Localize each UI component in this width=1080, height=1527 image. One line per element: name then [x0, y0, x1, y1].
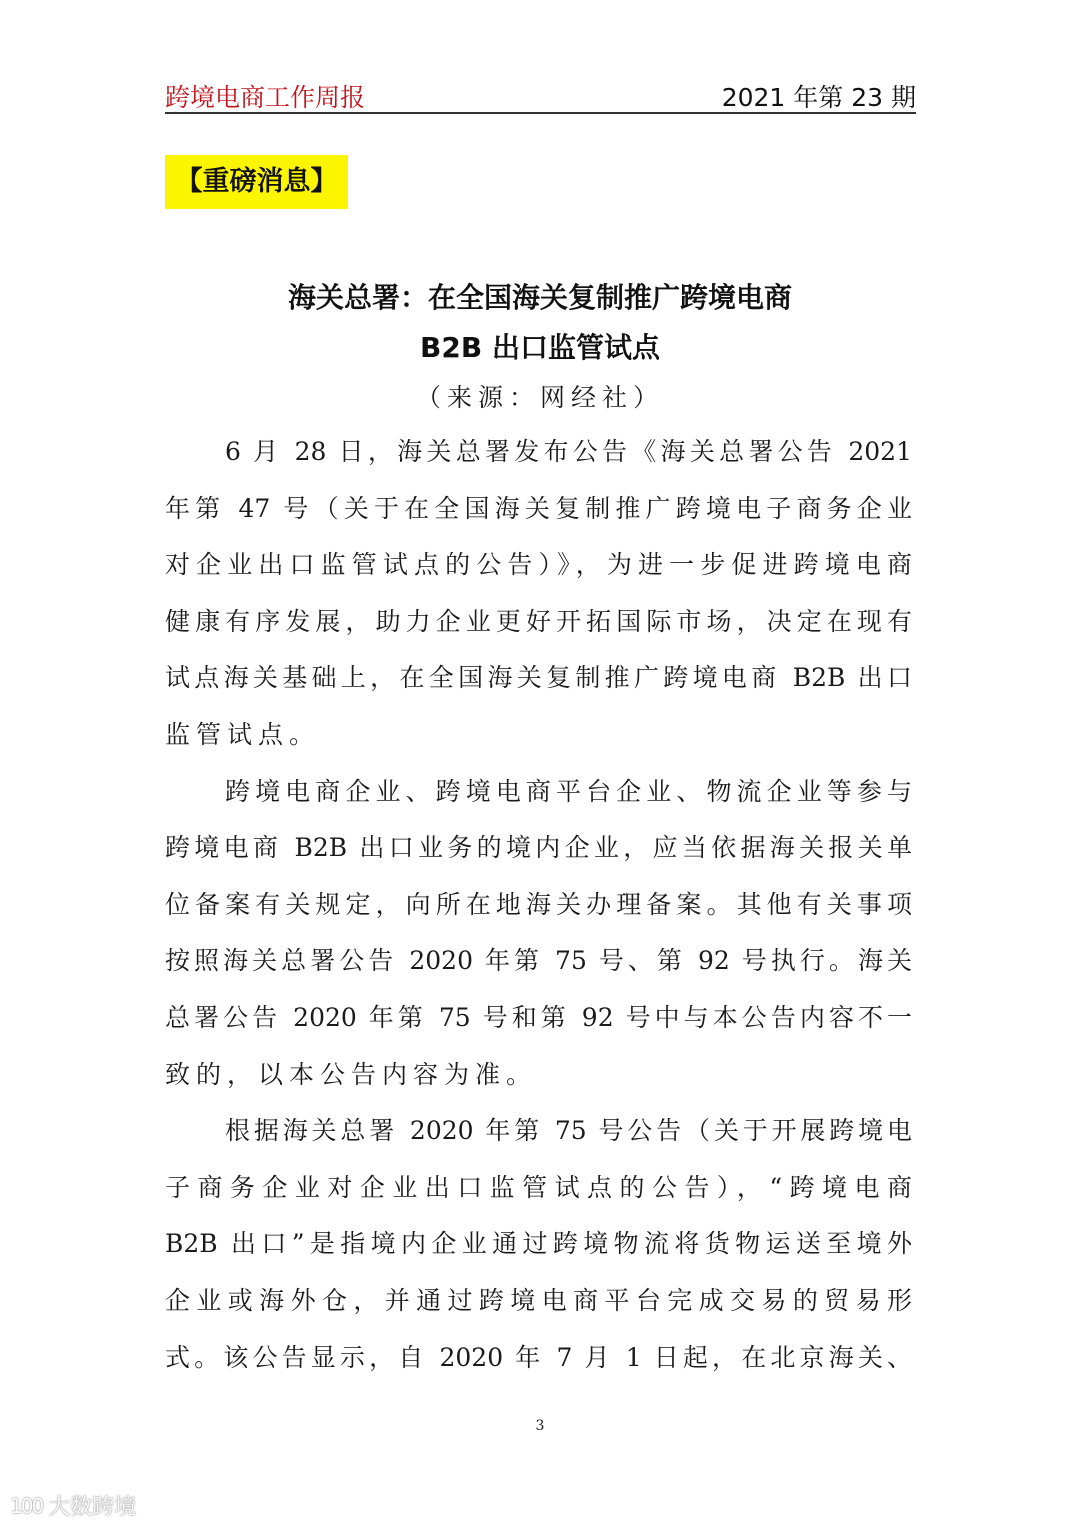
watermark-logo-icon: 100	[10, 1493, 43, 1518]
body-line: 跨境电商 B2B 出口业务的境内企业，应当依据海关报关单	[165, 833, 912, 863]
body-line: 监管试点。	[165, 719, 321, 749]
body-line: B2B 出口”是指境内企业通过跨境物流将货物运送至境外	[165, 1229, 912, 1259]
body-line: 子商务企业对企业出口监管试点的公告），“跨境电商	[165, 1172, 912, 1202]
page-number: 3	[535, 1418, 545, 1434]
body-line: 企业或海外仓，并通过跨境电商平台完成交易的贸易形	[165, 1285, 912, 1315]
body-line: 致的，以本公告内容为准。	[165, 1059, 538, 1089]
body-line: 位备案有关规定，向所在地海关办理备案。其他有关事项	[165, 889, 912, 919]
body-line: 健康有序发展，助力企业更好开拓国际市场，决定在现有	[165, 606, 912, 636]
body-line: 根据海关总署 2020 年第 75 号公告（关于开展跨境电	[225, 1116, 912, 1146]
body-line: 6 月 28 日，海关总署发布公告《海关总署公告 2021	[225, 437, 912, 466]
article-title-line-2: B2B 出口监管试点	[420, 331, 660, 364]
body-line: 试点海关基础上，在全国海关复制推广跨境电商 B2B 出口	[165, 663, 912, 693]
article-title-line-1: 海关总署：在全国海关复制推广跨境电商	[287, 281, 792, 314]
body-line: 式。该公告显示，自 2020 年 7 月 1 日起，在北京海关、	[165, 1342, 912, 1372]
watermark-text: 大数跨境	[48, 1495, 137, 1520]
header-divider	[165, 112, 916, 114]
body-line: 跨境电商企业、跨境电商平台企业、物流企业等参与	[225, 776, 912, 806]
body-line: 年第 47 号（关于在全国海关复制推广跨境电子商务企业	[165, 493, 912, 523]
body-line: 按照海关总署公告 2020 年第 75 号、第 92 号执行。海关	[165, 946, 912, 976]
issue-number: 2021 年第 23 期	[721, 83, 916, 112]
article-source: （来源：网经社）	[415, 383, 664, 412]
watermark	[10, 1490, 136, 1521]
publication-name: 跨境电商工作周报	[165, 83, 366, 112]
article-body	[165, 424, 912, 1386]
body-line: 总署公告 2020 年第 75 号和第 92 号中与本公告内容不一	[165, 1002, 912, 1032]
section-tag: 【重磅消息】	[165, 155, 348, 209]
body-line: 对企业出口监管试点的公告）》，为进一步促进跨境电商	[165, 550, 912, 580]
